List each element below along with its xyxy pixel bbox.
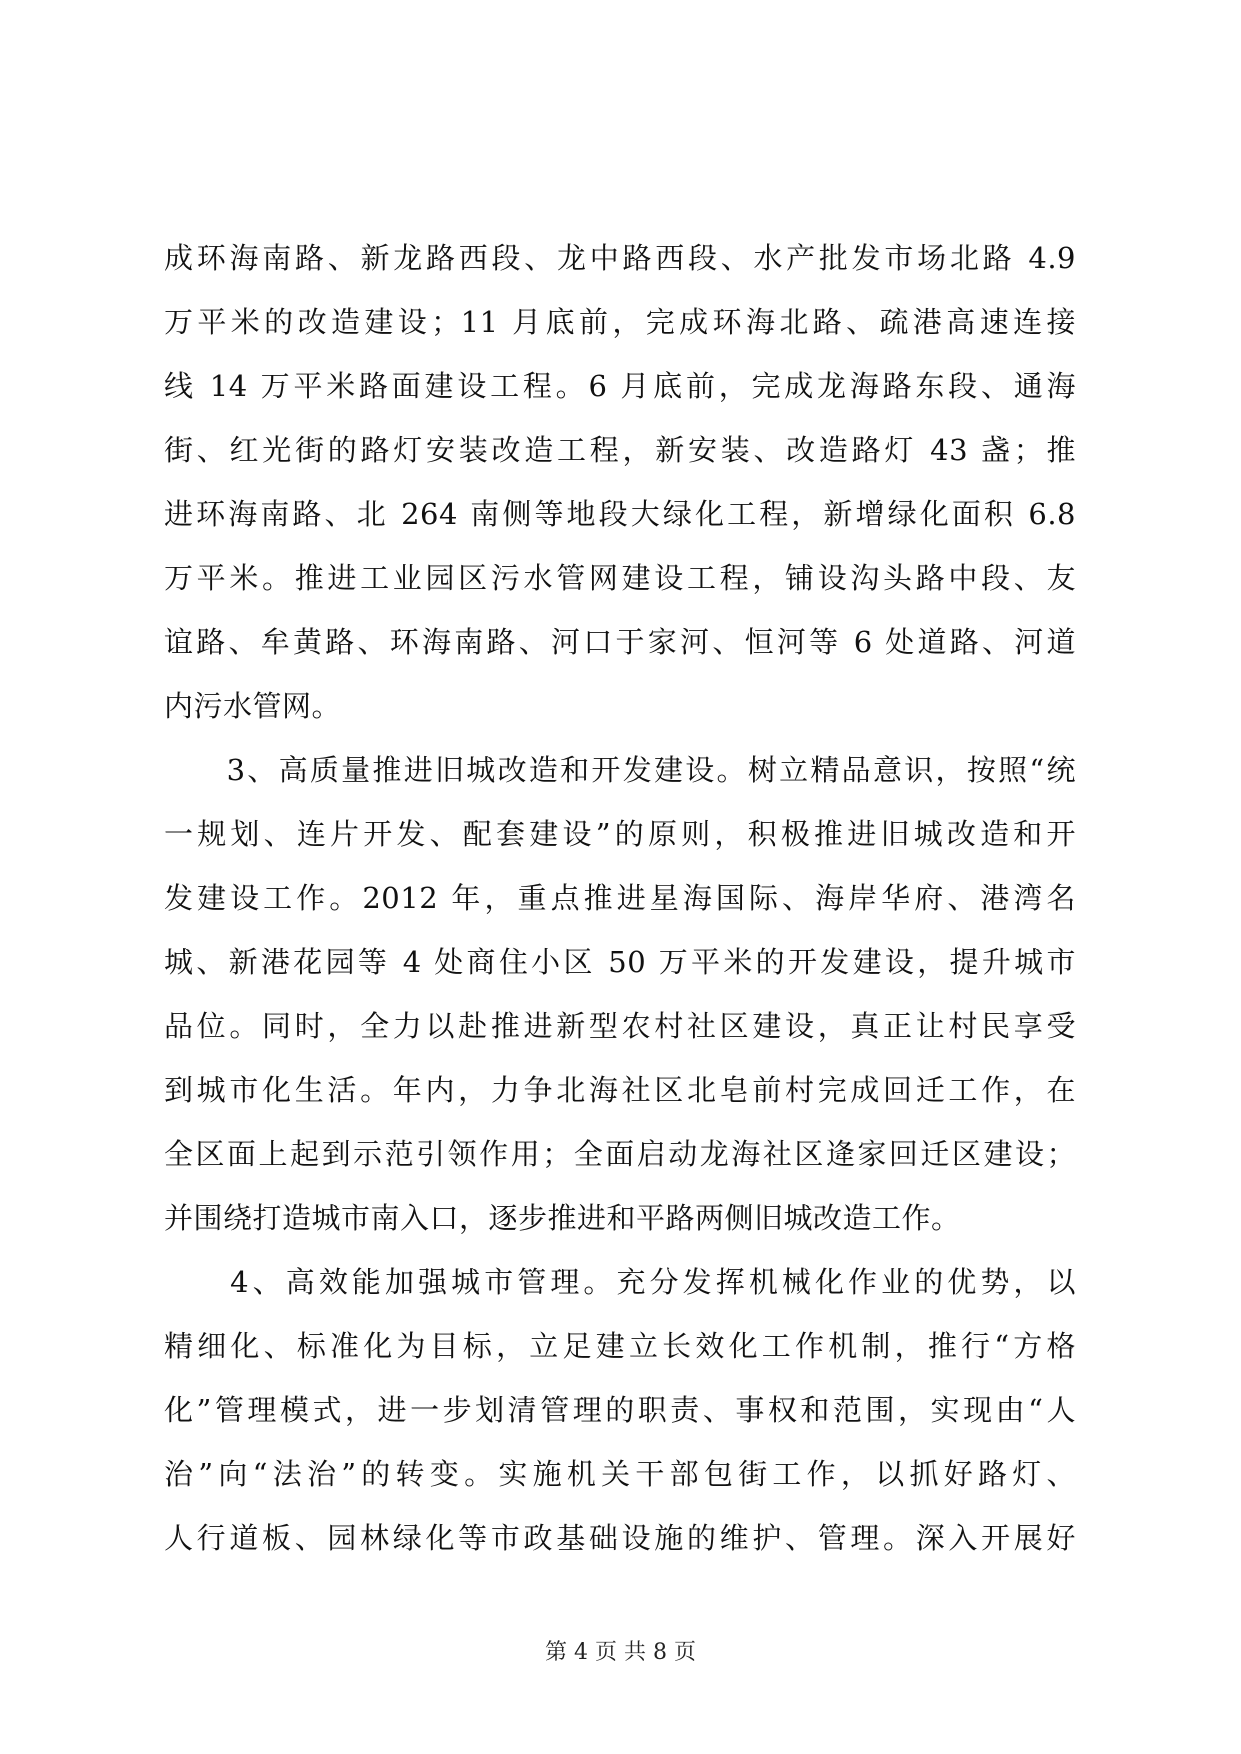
text-line: 并围绕打造城市南入口，逐步推进和平路两侧旧城改造工作。	[164, 1201, 961, 1235]
text-line: 城、新港花园等 4 处商住小区 50 万平米的开发建设，提升城市	[164, 945, 1076, 979]
text-line: 万平米的改造建设；11 月底前，完成环海北路、疏港高速连接	[164, 305, 1076, 339]
text-line: 治”向“法治”的转变。实施机关干部包街工作，以抓好路灯、	[164, 1457, 1076, 1491]
text-line: 进环海南路、北 264 南侧等地段大绿化工程，新增绿化面积 6.8	[164, 497, 1076, 531]
text-line: 万平米。推进工业园区污水管网建设工程，铺设沟头路中段、友	[164, 561, 1076, 595]
page-number-footer: 第 4 页 共 8 页	[545, 1640, 696, 1665]
text-line: 谊路、牟黄路、环海南路、河口于家河、恒河等 6 处道路、河道	[164, 625, 1076, 659]
text-line: 到城市化生活。年内，力争北海社区北皂前村完成回迁工作，在	[164, 1073, 1076, 1107]
body-text	[164, 226, 1076, 1570]
text-line: 人行道板、园林绿化等市政基础设施的维护、管理。深入开展好	[164, 1521, 1076, 1555]
text-line: 品位。同时，全力以赴推进新型农村社区建设，真正让村民享受	[164, 1009, 1076, 1043]
text-line: 发建设工作。2012 年，重点推进星海国际、海岸华府、港湾名	[164, 881, 1076, 915]
text-line: 4、高效能加强城市管理。充分发挥机械化作业的优势，以	[164, 1265, 1076, 1299]
text-line: 3、高质量推进旧城改造和开发建设。树立精品意识，按照“统	[164, 753, 1076, 787]
text-line: 成环海南路、新龙路西段、龙中路西段、水产批发市场北路 4.9	[164, 241, 1076, 275]
text-line: 内污水管网。	[164, 689, 342, 723]
text-line: 全区面上起到示范引领作用；全面启动龙海社区逄家回迁区建设；	[164, 1137, 1076, 1171]
text-line: 精细化、标准化为目标，立足建立长效化工作机制，推行“方格	[164, 1329, 1076, 1363]
text-line: 街、红光街的路灯安装改造工程，新安装、改造路灯 43 盏；推	[164, 433, 1076, 467]
text-line: 一规划、连片开发、配套建设”的原则，积极推进旧城改造和开	[164, 817, 1076, 851]
text-line: 线 14 万平米路面建设工程。6 月底前，完成龙海路东段、通海	[164, 369, 1076, 403]
text-line: 化”管理模式，进一步划清管理的职责、事权和范围，实现由“人	[164, 1393, 1076, 1427]
